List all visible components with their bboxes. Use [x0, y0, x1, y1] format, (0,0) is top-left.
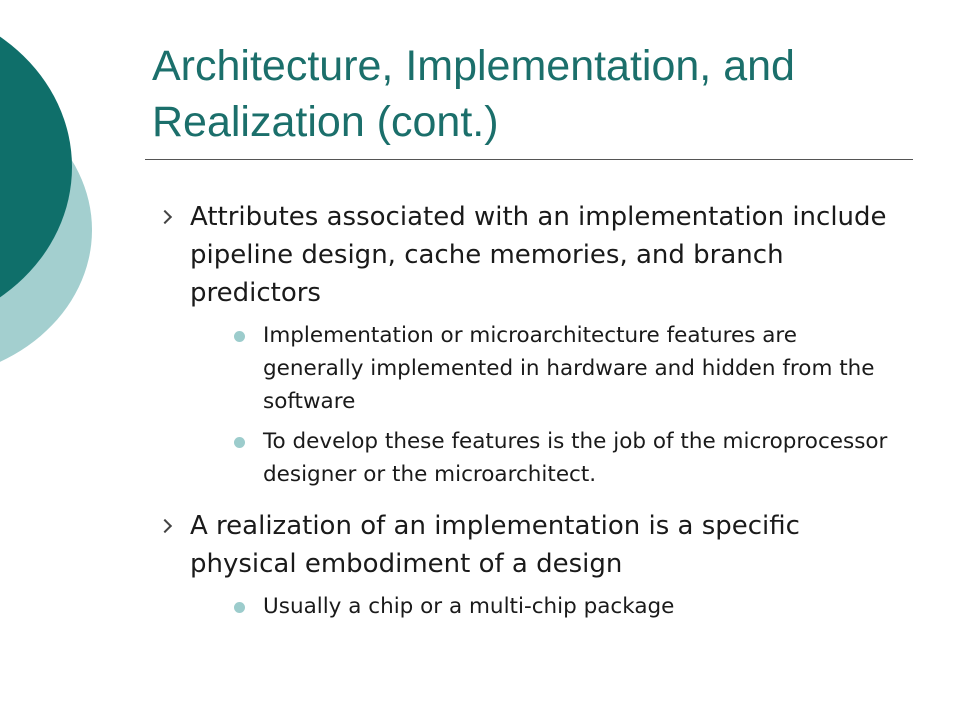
sub-bullet-list: [190, 319, 888, 491]
sub-bullet-item: [190, 319, 888, 418]
title-divider: [145, 159, 913, 160]
bullet-text: Attributes associated with an implementation include pipeline design, cache memories, and branch predictors: [190, 202, 887, 308]
dot-bullet-icon: [234, 331, 245, 342]
bullet-item: [158, 198, 888, 491]
chevron-bullet-icon: [158, 519, 172, 533]
sub-bullet-text: To develop these features is the job of the microprocessor designer or the microarchitect.: [263, 429, 888, 487]
slide-title: Architecture, Implementation, and Realization (cont.): [152, 42, 795, 146]
bullet-item: [158, 507, 888, 623]
sub-bullet-item: [190, 590, 888, 623]
sub-bullet-text: Usually a chip or a multi-chip package: [263, 594, 675, 619]
sub-bullet-item: [190, 425, 888, 491]
sub-bullet-text: Implementation or microarchitecture features are generally implemented in hardware and hidden from the software: [263, 323, 875, 414]
slide-body: [158, 198, 888, 630]
sub-bullet-list: [190, 590, 888, 623]
chevron-bullet-icon: [158, 210, 172, 224]
dot-bullet-icon: [234, 602, 245, 613]
bullet-text: A realization of an implementation is a specific physical embodiment of a design: [190, 511, 800, 579]
dot-bullet-icon: [234, 437, 245, 448]
